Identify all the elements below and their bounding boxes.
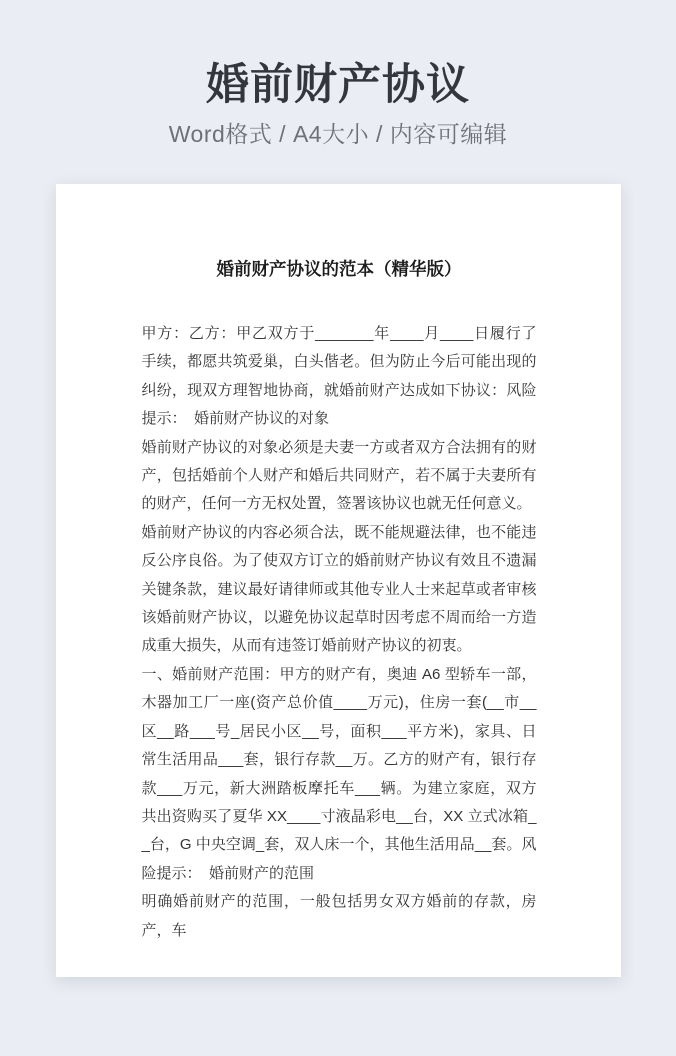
- document-paragraph-property-scope: 一、婚前财产范围：甲方的财产有，奥迪 A6 型轿车一部，木器加工厂一座(资产总价值____万元)，住房一套(__市__区__路___号_居民小区__号，面积___平方米)，家具、日常生活用品___套，银行存款__万。乙方的财产有，银行存款___万元，新大洲踏板摩托车___辆。为建立家庭，双方共出资购买了夏华 XX____寸液晶彩电__台，XX 立式冰箱__台，G 中央空调_套，双人床一个，其他生活用品__套。风险提示： 婚前财产的范围: [141, 665, 537, 882]
- document-paragraph-legality: 婚前财产协议的内容必须合法，既不能规避法律，也不能违反公序良俗。为了使双方订立的婚前财产协议有效且不遗漏关键条款，建议最好请律师或其他专业人士来起草或者审核该婚前财产协议，以避免协议起草时因考虑不周而给一方造成重大损失，从而有违签订婚前财产协议的初衷。: [141, 523, 537, 655]
- document-paragraph-agreement-object: 婚前财产协议的对象必须是夫妻一方或者双方合法拥有的财产，包括婚前个人财产和婚后共同财产，若不属于夫妻所有的财产，任何一方无权处置，签署该协议也就无任何意义。: [141, 438, 537, 513]
- document-page: [56, 184, 621, 977]
- page-title: 婚前财产协议: [206, 61, 470, 109]
- document-paragraph-parties: 甲方：乙方：甲乙双方于_______年____月____日履行了手续，都愿共筑爱巢，白头偕老。但为防止今后可能出现的纠纷，现双方理智地协商，就婚前财产达成如下协议：风险提示： 婚前财产协议的对象: [141, 325, 537, 428]
- format-subtitle: Word格式 / A4大小 / 内容可编辑: [168, 121, 508, 147]
- document-title: 婚前财产协议的范本（精华版）: [216, 259, 462, 279]
- document-paragraph-scope-note: 明确婚前财产的范围，一般包括男女双方婚前的存款，房产，车: [141, 893, 537, 939]
- header: [0, 0, 676, 149]
